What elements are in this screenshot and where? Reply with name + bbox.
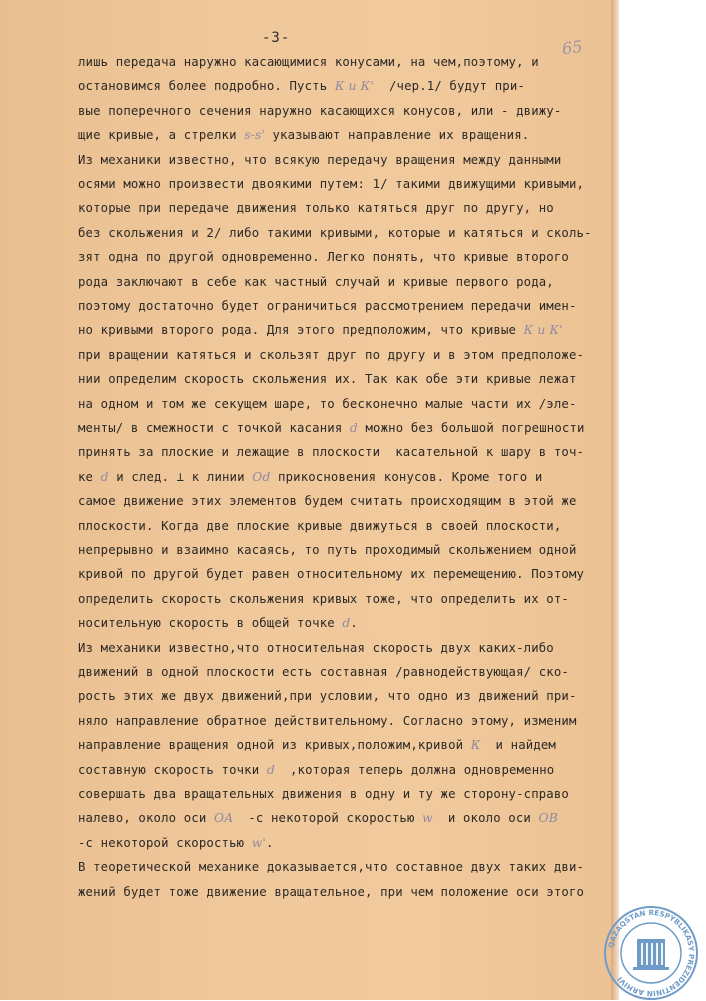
page-number: -3- <box>262 30 291 46</box>
folio-mark: 65 <box>560 36 584 59</box>
text-line <box>78 348 584 362</box>
typed-text: направление вращения одной из кривых,положим,кривой <box>78 738 471 753</box>
sheet-edge <box>611 0 619 1000</box>
handwritten-insert: OA <box>213 811 234 826</box>
typed-text: прикосновения конусов. Кроме того и <box>270 469 543 484</box>
text-line <box>78 689 577 703</box>
text-line <box>78 860 584 874</box>
typed-text: Из механики известно, что всякую передачу вращения между данными <box>78 152 562 167</box>
typed-text: при вращении катяться и скользят друг по другу и в этом предположе- <box>78 347 585 362</box>
typed-text: без скольжения и 2/ либо такими кривыми, которые и катяться и сколь- <box>78 225 592 240</box>
text-line <box>78 299 577 313</box>
typed-text: движений в одной плоскости есть составная /равнодействующая/ ско- <box>78 665 569 679</box>
text-line <box>78 738 556 752</box>
text-line <box>78 226 592 240</box>
text-line <box>78 372 577 386</box>
text-line <box>78 763 554 777</box>
text-line <box>78 665 569 679</box>
stamp-text: QAZAQSTAN RESPÝBLIKASY PREZIDENTINIŃ ARHIVI <box>606 907 697 999</box>
handwritten-insert: w' <box>251 835 266 850</box>
handwritten-insert: w <box>422 811 433 826</box>
handwritten-insert: d <box>100 469 109 484</box>
text-line <box>78 787 569 801</box>
typed-text: кривой по другой будет равен относительному их перемещению. Поэтому <box>78 567 585 582</box>
typed-text: Из механики известно,что относительная скорость двух каких-либо <box>78 640 554 655</box>
typed-text: няло направление обратное действительному. Согласно этому, изменим <box>78 713 577 728</box>
text-line <box>78 177 584 191</box>
handwritten-insert: d <box>349 421 358 435</box>
handwritten-insert: OB <box>538 811 558 826</box>
typed-text: ,которая теперь должна одновременно <box>274 762 555 777</box>
typed-text: /чер.1/ будут при- <box>373 79 525 94</box>
typed-text: принять за плоские и лежащие в плоскости касательной к шару в точ- <box>78 445 585 460</box>
text-line <box>78 641 554 655</box>
handwritten-insert: К и К' <box>523 323 563 338</box>
typed-text: щие кривые, а стрелки <box>78 128 245 143</box>
text-line <box>78 153 561 167</box>
text-line <box>78 323 563 337</box>
typed-text: осями можно произвести двоякими путем: 1/ такими движущими кривыми, <box>78 177 585 191</box>
typed-text: и найдем <box>480 738 556 753</box>
text-line <box>78 811 558 825</box>
handwritten-insert: d <box>266 762 275 777</box>
handwritten-insert: s-s' <box>244 128 265 143</box>
text-line <box>78 250 569 264</box>
typed-text: совершать два вращательных движения в одну и ту же сторону-справо <box>78 787 569 801</box>
typed-text: ке <box>78 469 101 484</box>
typed-text: налево, около оси <box>78 811 214 826</box>
typed-text: носительную скорость в общей точке <box>78 616 343 631</box>
typed-text: . <box>350 616 358 631</box>
text-line <box>78 836 274 850</box>
text-line <box>78 128 529 142</box>
typed-text: лишь передача наружно касающимися конусами, на чем,поэтому, и <box>78 55 539 69</box>
typed-text: рода заключают в себе как частный случай и кривые первого рода, <box>78 274 554 289</box>
typed-text: рость этих же двух движений,при условии, что одно из движений при- <box>78 689 577 704</box>
typed-text: зят одна по другой одновременно. Легко понять, что кривые второго <box>78 250 569 265</box>
text-line <box>78 543 577 557</box>
handwritten-insert: d <box>342 616 351 631</box>
text-line <box>78 55 539 69</box>
typed-text: остановимся более подробно. Пусть <box>78 79 335 94</box>
typed-text: жений будет тоже движение вращательное, при чем положение оси этого <box>78 884 585 899</box>
typed-text: менты/ в смежности с точкой касания <box>78 421 350 435</box>
text-line <box>78 519 561 533</box>
typed-text: но кривыми второго рода. Для этого предположим, что кривые <box>78 323 524 338</box>
typed-text: и около оси <box>432 811 539 826</box>
typed-text: которые при передаче движения только катяться друг по другу, но <box>78 201 554 216</box>
text-line <box>78 397 577 411</box>
text-line <box>78 421 585 435</box>
text-line <box>78 445 584 459</box>
typed-text: и след. ⊥ к линии <box>108 469 253 484</box>
typed-text: на одном и том же секущем шаре, то бесконечно малые части их /эле- <box>78 396 577 411</box>
text-line <box>78 104 561 118</box>
handwritten-insert: Od <box>252 469 271 484</box>
archive-stamp <box>603 905 699 1001</box>
text-line <box>78 714 577 728</box>
typed-text: самое движение этих элементов будем считать происходящим в этой же <box>78 494 577 509</box>
text-line <box>78 79 525 93</box>
handwritten-insert: К и К' <box>334 79 374 94</box>
typed-text: В теоретической механике доказывается,что составное двух таких дви- <box>78 860 585 875</box>
text-line <box>78 494 577 508</box>
typed-text: плоскости. Когда две плоские кривые движуться в своей плоскости, <box>78 518 562 533</box>
handwritten-insert: К <box>470 738 481 753</box>
text-line <box>78 275 554 289</box>
typed-text: можно без большой погрешности <box>357 421 585 435</box>
typed-text: . <box>265 835 274 850</box>
typed-text: непрерывно и взаимно касаясь, то путь проходимый скольжением одной <box>78 543 577 557</box>
text-line <box>78 885 584 899</box>
text-line <box>78 470 542 484</box>
typed-text: вые поперечного сечения наружно касающихся конусов, или - движу- <box>78 103 562 118</box>
text-line <box>78 201 554 215</box>
text-line <box>78 592 569 606</box>
typed-text: поэтому достаточно будет ограничиться рассмотрением передачи имен- <box>78 299 577 313</box>
text-line <box>78 567 584 581</box>
typed-text: -с некоторой скоростью <box>78 835 252 850</box>
typed-text: -с некоторой скоростью <box>233 811 423 826</box>
typed-text: указывают направление их вращения. <box>264 128 530 143</box>
building-icon <box>633 939 669 970</box>
typed-text: составную скорость точки <box>78 762 267 777</box>
typed-text: нии определим скорость скольжения их. Так как обе эти кривые лежат <box>78 372 577 387</box>
text-line <box>78 616 358 630</box>
typed-text: определить скорость скольжения кривых тоже, что определить их от- <box>78 591 569 606</box>
